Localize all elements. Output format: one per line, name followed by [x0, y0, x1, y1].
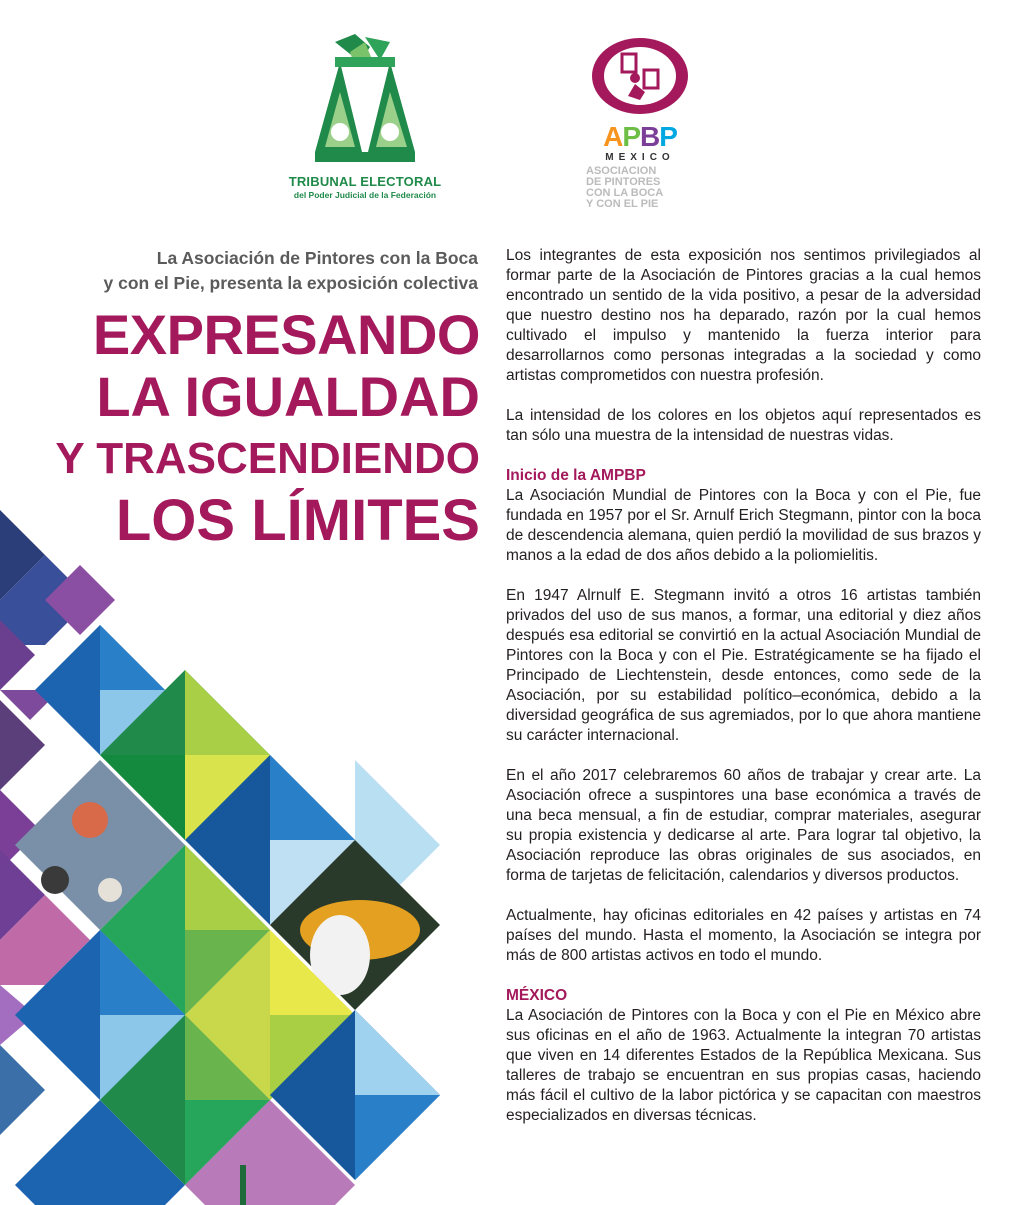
paragraph: Actualmente, hay oficinas editoriales en 42 países y artistas en 74 países del mundo. Hasta el momento, la Asociación se integra por más de 800 artistas activos en todo el mundo. — [506, 907, 981, 964]
scales-of-justice-icon — [310, 32, 420, 172]
paragraph: La Asociación de Pintores con la Boca y con el Pie en México abre sus oficinas en el año de 1963. Actualmente la integran 70 artistas que viven en 14 diferentes Estados de la República Mexicana. Sus talleres de trabajo se encuentran en sus propias casas, haciendo más fácil el cultivo de la labor pictórica y se capacitan con maestros especializados en diversas técnicas. — [506, 1007, 981, 1124]
paragraph: Los integrantes de esta exposición nos sentimos privilegiados al formar parte de la Asociación de Pintores gracias a la cual hemos encontrado un sentido de la vida positivo, a pesar de la adversidad que nuestro destino nos ha deparado, razón por la cual hemos cultivado el impulso y mantenido la fuerza interior para desarrollarnos como personas integradas a la sociedad y como artistas comprometidos con nuestra profesión. — [506, 247, 981, 384]
cactus-painting-detail — [240, 1165, 246, 1205]
artwork-mosaic — [0, 510, 440, 1205]
apbp-full-name — [580, 166, 700, 210]
apbp-name-line: CON LA BOCA — [586, 187, 664, 199]
paragraph: La intensidad de los colores en los objetos aquí representados es tan sólo una muestra de la intensidad de nuestras vidas. — [506, 407, 981, 444]
apbp-letter-a: A — [603, 121, 623, 152]
intro-line: y con el Pie, presenta la exposición colectiva — [103, 273, 478, 293]
apbp-letter-b: B — [640, 121, 660, 152]
title-line-2: LA IGUALDAD — [96, 365, 480, 428]
paragraph: La Asociación Mundial de Pintores con la Boca y con el Pie, fue fundada en 1957 por el Sr. Arnulf Erich Stegmann, pintor con la boca de descendencia alemana, quien perdió la movilidad de sus brazos y manos a la edad de dos años debido a la poliomielitis. — [506, 487, 981, 564]
paragraph: En 1947 Alrnulf E. Stegmann invitó a otros 16 artistas también privados del uso de sus manos, a formar, una editorial y diez años después esa editorial se convirtió en la actual Asociación Mundial de Pintores con la Boca y con el Pie. Estratégicamente se ha fijado el Principado de Liechtenstein, desde entonces, como sede de la Asociación, por su estabilidad político–económica, debido a la diversidad geográfica de sus agremiados, por lo que ahora mantiene su carácter internacional. — [506, 587, 981, 744]
title-line-1: EXPRESANDO — [92, 303, 480, 366]
intro-text — [40, 246, 478, 296]
painter-emblem-icon — [590, 36, 690, 116]
apbp-letter-p: P — [622, 121, 640, 152]
apbp-name-line: ASOCIACION — [586, 165, 657, 177]
apbp-letter-p2: P — [659, 121, 677, 152]
paragraph: En el año 2017 celebraremos 60 años de trabajar y crear arte. La Asociación ofrece a suspintores una base económica a través de una beca mensual, a fin de estudiar, comprar materiales, asegurar su propia existencia y dedicarse al arte. Para lograr tal objetivo, la Asociación reproduce las obras originales de sus asociados, en forma de tarjetas de felicitación, calendarios y diversos productos. — [506, 767, 981, 884]
tribunal-electoral-logo — [285, 32, 445, 212]
tribunal-subtitle: del Poder Judicial de la Federación — [293, 190, 437, 200]
bird-painting-detail — [72, 802, 108, 838]
section-heading: Inicio de la AMPBP — [506, 467, 646, 484]
apbp-name-line: DE PINTORES — [586, 176, 661, 188]
title-line-3: Y TRASCENDIENDO — [55, 434, 480, 483]
apbp-country: MEXICO — [605, 152, 675, 163]
intro-line: La Asociación de Pintores con la Boca — [156, 248, 478, 268]
apbp-logo — [580, 36, 700, 210]
tribunal-title: TRIBUNAL ELECTORAL — [288, 174, 442, 189]
apbp-name-line: Y CON EL PIE — [586, 198, 659, 210]
title-line-4: LOS LÍMITES — [115, 488, 480, 553]
article-body — [506, 246, 981, 1146]
section-heading: MÉXICO — [506, 987, 568, 1004]
apbp-acronym — [580, 123, 700, 151]
logos-header — [0, 0, 1024, 230]
